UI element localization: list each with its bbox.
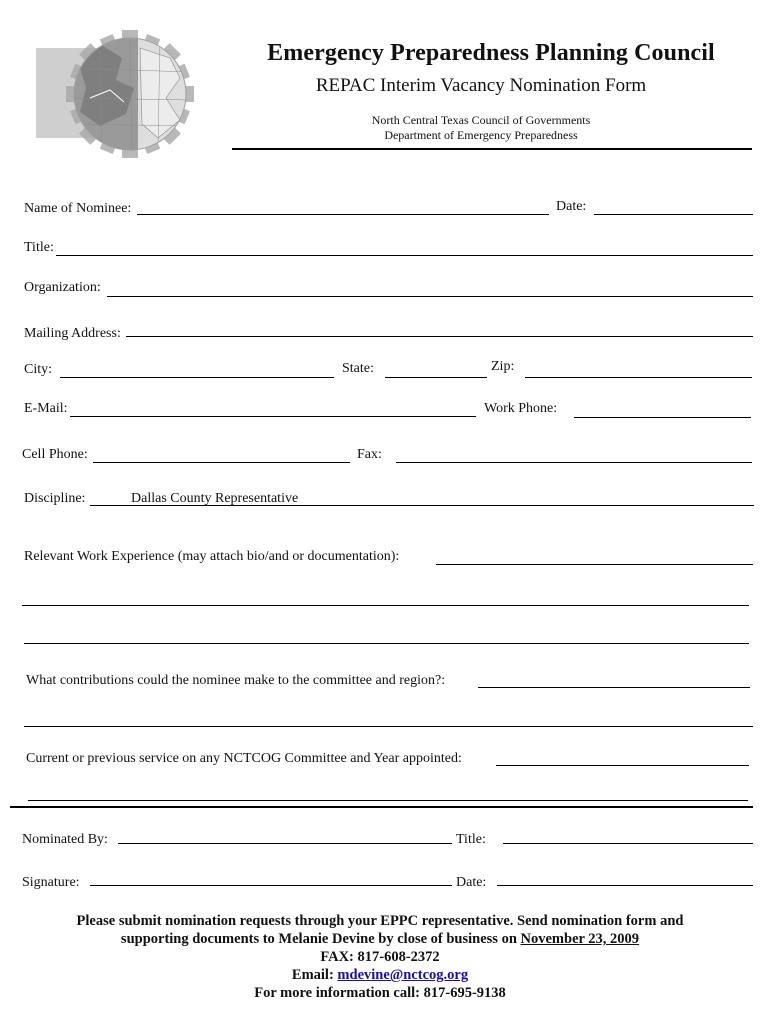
signature-label: Signature: (22, 875, 80, 890)
cell-phone-label: Cell Phone: (22, 447, 88, 462)
experience-field-line-3[interactable] (24, 643, 749, 644)
date-field[interactable] (594, 214, 753, 215)
email-field[interactable] (70, 416, 476, 417)
contributions-label: What contributions could the nominee make to the committee and region?: (26, 673, 446, 688)
zip-label: Zip: (491, 359, 515, 374)
title-label: Title: (24, 240, 54, 255)
org-name: North Central Texas Council of Governments (371, 113, 591, 127)
city-field[interactable] (60, 377, 334, 378)
email-link[interactable]: mdevine@nctcog.org (337, 967, 469, 983)
nominator-title-label: Title: (456, 832, 486, 847)
service-label: Current or previous service on any NCTCOG Committee and Year appointed: (26, 751, 462, 766)
work-phone-label: Work Phone: (484, 401, 558, 416)
zip-field[interactable] (525, 377, 752, 378)
cell-phone-field[interactable] (93, 462, 350, 463)
nominated-by-field[interactable] (118, 843, 452, 844)
department-name: Department of Emergency Preparedness (384, 128, 578, 142)
email-line-label: Email: (291, 967, 334, 983)
discipline-field[interactable] (90, 505, 754, 506)
email-line (0, 966, 760, 984)
name-of-nominee-field[interactable] (137, 214, 549, 215)
organization-field[interactable] (107, 296, 753, 297)
info-phone: For more information call: 817-695-9138 (254, 985, 506, 1001)
state-label: State: (342, 361, 374, 376)
signature-date-label: Date: (456, 875, 487, 890)
discipline-value: Dallas County Representative (131, 491, 299, 506)
mailing-address-field[interactable] (126, 336, 753, 337)
experience-label: Relevant Work Experience (may attach bio/and or documentation): (24, 549, 400, 564)
submission-instructions (0, 912, 760, 1002)
contributions-field-line-2[interactable] (24, 726, 753, 727)
title-field[interactable] (56, 255, 753, 256)
deadline-date: November 23, 2009 (520, 931, 640, 947)
email-label: E-Mail: (24, 401, 68, 416)
contributions-field-line-1[interactable] (478, 687, 750, 688)
signature-date-field[interactable] (497, 885, 753, 886)
fax-number: FAX: 817-608-2372 (320, 949, 440, 965)
fax-label: Fax: (357, 447, 382, 462)
form-subtitle: REPAC Interim Vacancy Nomination Form (315, 75, 647, 96)
experience-field-line-2[interactable] (22, 605, 749, 606)
name-of-nominee-label: Name of Nominee: (24, 201, 132, 216)
fax-field[interactable] (396, 462, 752, 463)
nominated-by-label: Nominated By: (22, 832, 108, 847)
city-label: City: (24, 362, 53, 377)
discipline-label: Discipline: (24, 491, 86, 506)
signature-field[interactable] (90, 885, 452, 886)
instructions-line-2 (0, 930, 760, 948)
service-field-line-1[interactable] (496, 765, 749, 766)
eppc-gear-logo (30, 28, 230, 160)
mailing-address-label: Mailing Address: (24, 326, 121, 341)
experience-field-line-1[interactable] (436, 564, 753, 565)
state-field[interactable] (385, 377, 487, 378)
instructions-line-2-text: supporting documents to Melanie Devine by close of business on (120, 931, 517, 947)
instructions-line-1: Please submit nomination requests through your EPPC representative. Send nomination form and (76, 913, 684, 929)
organization-label: Organization: (24, 280, 101, 295)
work-phone-field[interactable] (574, 417, 751, 418)
date-label: Date: (556, 199, 587, 214)
section-divider (10, 806, 753, 808)
header-divider (232, 148, 752, 150)
service-field-line-2[interactable] (28, 800, 748, 801)
page-title: Emergency Preparedness Planning Council (267, 40, 715, 66)
nominator-title-field[interactable] (503, 843, 753, 844)
